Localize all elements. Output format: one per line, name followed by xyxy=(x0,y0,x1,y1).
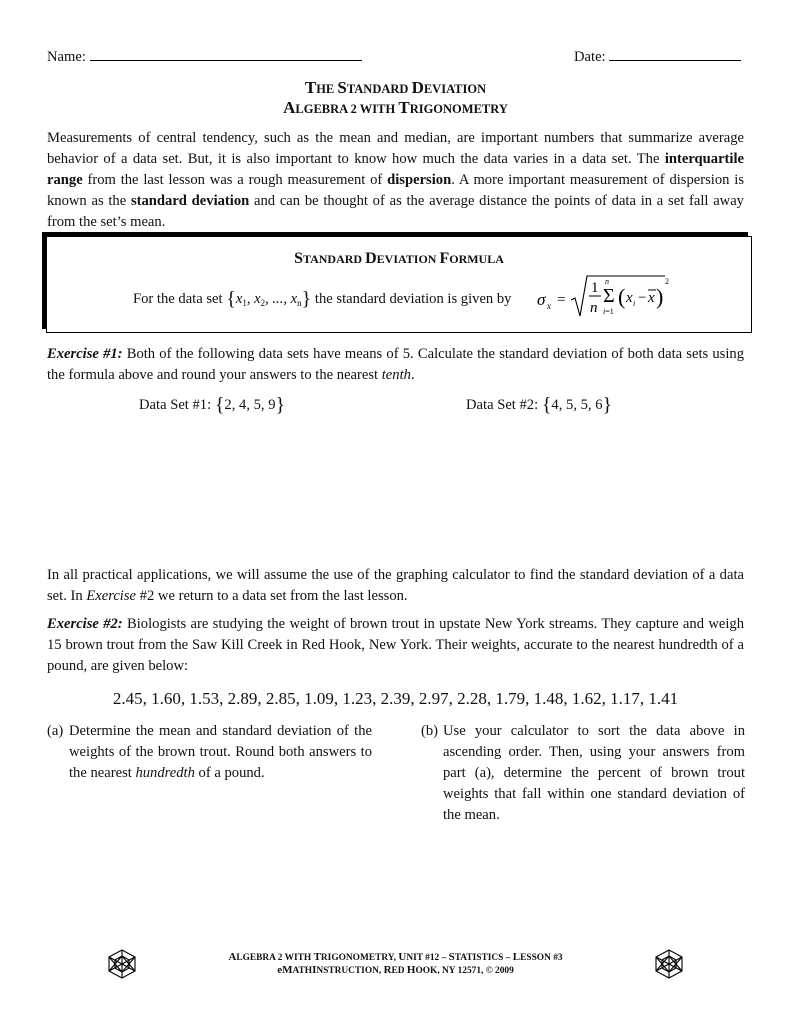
svg-text:n: n xyxy=(590,300,598,316)
data-set-2: Data Set #2: {4, 5, 5, 6} xyxy=(466,394,613,416)
svg-text:): ) xyxy=(656,284,664,309)
date-label: Date: xyxy=(574,49,606,65)
footer-line-2: eMATHINSTRUCTION, RED HOOK, NY 12571, © 2009 xyxy=(277,964,514,976)
svg-text:1: 1 xyxy=(591,280,599,296)
svg-text:x: x xyxy=(648,290,655,306)
page-subtitle: ALGEBRA 2 WITH TRIGONOMETRY xyxy=(283,98,508,117)
std-dev-formula xyxy=(535,270,675,325)
part-b-label: (b) xyxy=(421,723,439,739)
svg-text:i=1: i=1 xyxy=(603,307,614,316)
data-set-2-label: Data Set #2: xyxy=(466,397,539,413)
svg-text:σ: σ xyxy=(537,290,546,309)
svg-text:=: = xyxy=(557,292,566,308)
practical-paragraph: In all practical applications, we will assume the use of the graphing calculator to find the standard deviation of a data set. In Exercise #2 we return to a data set from the last lesson. xyxy=(47,567,744,604)
part-b-text: Use your calculator to sort the data above in ascending order. Then, using your answers from part (a), determine the percent of brown trout weights that fall within one standard deviation of the mean. xyxy=(443,723,745,823)
svg-text:x: x xyxy=(547,301,551,311)
page-title: THE STANDARD DEVIATION xyxy=(304,78,487,97)
data-set-expression: $x_1$, $x_2$, ..., $x_n$ xyxy=(235,291,302,308)
formula-line: For the data set {$x_1$, $x_2$, ..., $x_n$} the standard deviation is given by xyxy=(133,288,512,310)
date-field[interactable] xyxy=(574,45,741,68)
svg-text:−: − xyxy=(638,290,647,306)
data-set-1: Data Set #1: {2, 4, 5, 9} xyxy=(139,394,286,416)
svg-text:n: n xyxy=(605,277,609,286)
exercise-2: Exercise #2: Biologists are studying the weight of brown trout in upstate New York streams. They capture and weigh 15 brown trout from the Saw Kill Creek in Red Hook, New York. Their weights, accurate to the nearest hundredth of a pound, are given below: xyxy=(47,616,745,674)
svg-text:i: i xyxy=(633,299,636,308)
name-label: Name: xyxy=(47,49,86,65)
data-set-1-values: 2, 4, 5, 9 xyxy=(224,397,276,413)
formula-lead-text: For the data set xyxy=(133,291,223,307)
svg-text:2: 2 xyxy=(665,277,669,286)
formula-box-title: STANDARD DEVIATION FORMULA xyxy=(294,250,504,267)
formula-box xyxy=(46,236,752,333)
svg-text:x: x xyxy=(626,290,633,306)
part-a-text: Determine the mean and standard deviation of the weights of the brown trout. Round both answers to the nearest hundredth of a pound. xyxy=(69,723,372,781)
exercise-1: Exercise #1: Both of the following data sets have means of 5. Calculate the standard deviation of both data sets using the formula above and round your answers to the nearest tenth. xyxy=(47,346,745,383)
part-a-label: (a) xyxy=(47,723,64,739)
name-field[interactable] xyxy=(47,45,362,68)
svg-text:(: ( xyxy=(618,284,626,309)
intro-paragraph: Measurements of central tendency, such as the mean and median, are important numbers that summarize average behavior of a data set. But, it is also important to know how much the data varies in a data set. The interquartile range from the last lesson was a rough measurement of dispersion. A more important measurement of dispersion is known as the standard deviation and can be thought of as the average distance the points of data in a set fall away from the set’s mean. xyxy=(47,130,745,230)
name-blank[interactable] xyxy=(90,45,362,61)
date-blank[interactable] xyxy=(609,45,741,61)
svg-text:Σ: Σ xyxy=(603,285,615,307)
formula-mid-text: the standard deviation is given by xyxy=(314,291,512,307)
data-set-1-label: Data Set #1: xyxy=(139,397,212,413)
footer-line-1: ALGEBRA 2 WITH TRIGONOMETRY, UNIT #12 – STATISTICS – LESSON #3 xyxy=(228,951,563,963)
data-set-2-values: 4, 5, 5, 6 xyxy=(551,397,603,413)
trout-weights-data: 2.45, 1.60, 1.53, 2.89, 2.85, 1.09, 1.23, 2.39, 2.97, 2.28, 1.79, 1.48, 1.62, 1.17, 1.41 xyxy=(112,689,679,708)
